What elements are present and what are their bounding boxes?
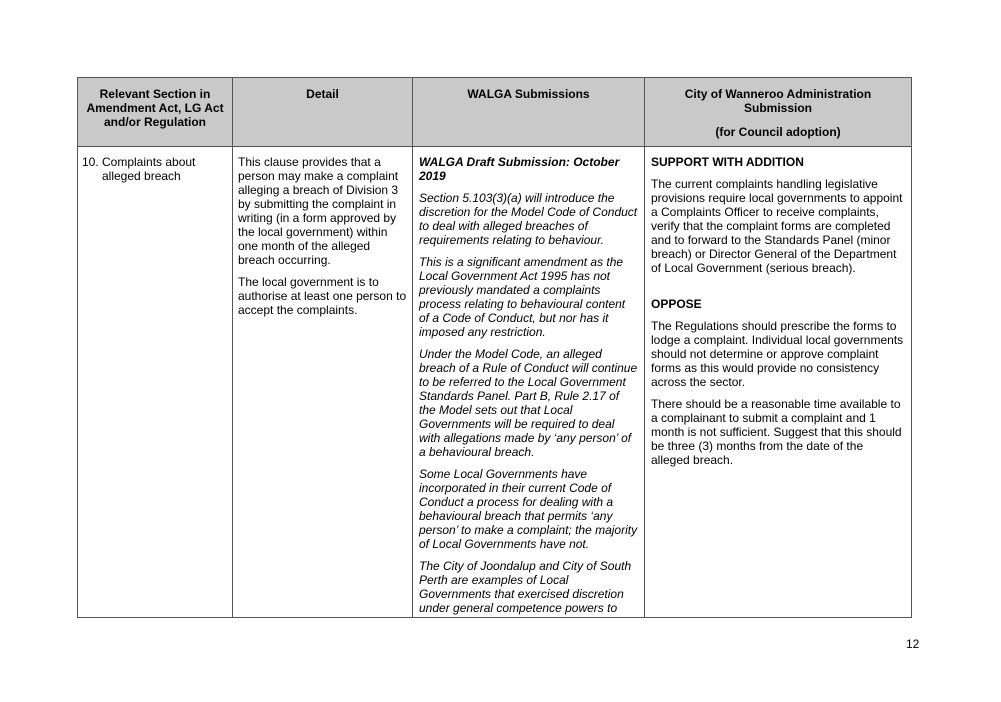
walga-paragraph: This is a significant amendment as the Local Government Act 1995 has not previously mandated a complaints process relating to behavioural content of a Code of Conduct, but nor has it imposed any restriction. — [419, 255, 626, 339]
walga-paragraph: Under the Model Code, an alleged breach of a Rule of Conduct will continue to be referred to the Local Government Standards Panel. Part B, Rule 2.17 of the Model sets out that Local Governments will be required to deal with allegations made by ‘any person’ of a behavioural breach. — [419, 347, 638, 459]
paragraph-spacer — [651, 283, 905, 297]
table-header-row — [78, 78, 911, 147]
header-walga-text: WALGA Submissions — [467, 87, 590, 101]
detail-paragraph: The local government is to authorise at least one person to accept the complaints. — [238, 275, 407, 317]
walga-paragraph: Section 5.103(3)(a) will introduce the discretion for the Model Code of Conduct to deal with alleged breaches of requirements relating to behaviour. — [419, 191, 638, 247]
submissions-table — [77, 77, 912, 618]
cell-walga — [413, 147, 644, 617]
oppose-paragraph: There should be a reasonable time available to a complainant to submit a complaint and 1 month is not sufficient. Suggest that this should be three (3) months from the date of the alleged breach. — [651, 397, 902, 467]
walga-paragraph: The City of Joondalup and City of South Perth are examples of Local Governments that exercised discretion under general competence powers to — [419, 559, 632, 615]
walga-paragraph: Some Local Governments have incorporated in their current Code of Conduct a process for dealing with a behavioural breach that permits ‘any person’ to make a complaint; the majority of Local Governments have not. — [419, 467, 638, 551]
header-detail-text: Detail — [306, 87, 339, 101]
header-city-title: City of Wanneroo Administration Submission — [684, 87, 872, 115]
header-detail — [233, 78, 412, 146]
header-city — [645, 78, 911, 146]
oppose-paragraph: The Regulations should prescribe the forms to lodge a complaint. Individual local governments should not determine or approve complaint forms as this would provide no consistency across the sector. — [651, 319, 904, 389]
header-section-text: Relevant Section in Amendment Act, LG Act and/or Regulation — [86, 87, 224, 129]
cell-detail — [233, 147, 412, 617]
header-section — [78, 78, 232, 146]
header-walga — [413, 78, 644, 146]
item-title: Complaints about alleged breach — [102, 155, 196, 183]
support-paragraph: The current complaints handling legislative provisions require local governments to appoint a Complaints Officer to receive complaints, verify that the complaint forms are completed and to forward to the Standards Panel (minor breach) or Director General of the Department of Local Government (serious breach). — [651, 177, 903, 275]
item-number: 10. — [82, 155, 99, 169]
oppose-heading: OPPOSE — [651, 297, 702, 311]
support-heading: SUPPORT WITH ADDITION — [651, 155, 804, 169]
page-number: 12 — [906, 637, 920, 651]
cell-city — [645, 147, 911, 617]
cell-section — [78, 147, 232, 617]
detail-paragraph: This clause provides that a person may make a complaint alleging a breach of Division 3 by submitting the complaint in writing (in a form approved by the local government) within one month of the alleged breach occurring. — [238, 155, 399, 267]
walga-heading: WALGA Draft Submission: October 2019 — [419, 155, 620, 183]
header-city-subtitle: (for Council adoption) — [715, 125, 841, 139]
